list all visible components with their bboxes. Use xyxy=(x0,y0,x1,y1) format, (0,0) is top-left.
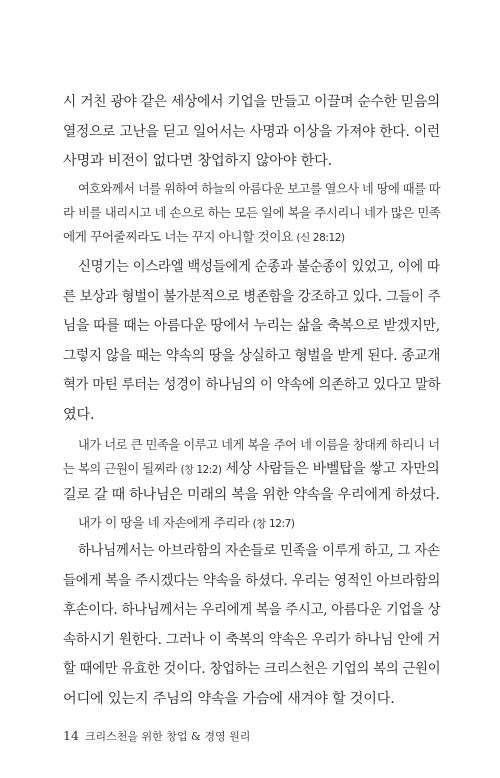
body-line: 열정으로 고난을 딛고 일어서는 사명과 이상을 가져야 한다. 이런 xyxy=(63,124,440,140)
body-line: 님을 따를 때는 아름다운 땅에서 누리는 삶을 축복으로 받겠지만, xyxy=(63,318,440,334)
body-line: 그렇지 않을 때는 약속의 땅을 상실하고 형벌을 받게 된다. 종교개 xyxy=(63,348,441,364)
body-line: 할 때에만 유효한 것이다. 창업하는 크리스천은 기업의 복의 근원이 xyxy=(63,661,441,677)
scripture-quote-line: 여호와께서 너를 위하여 하늘의 아름다운 보고를 열으사 네 땅에 때를 따 xyxy=(78,181,441,196)
body-line: 들에게 복을 주시겠다는 약속을 하셨다. 우리는 영적인 아브라함의 xyxy=(63,573,441,589)
scripture-quote-line: 라 비를 내리시고 네 손으로 하는 모든 일에 복을 주시리니 네가 많은 민족 xyxy=(63,205,441,220)
scripture-quote-text: 내가 이 땅을 네 자손에게 주리라 xyxy=(78,515,249,530)
scripture-reference: (창 12:7) xyxy=(252,518,295,530)
body-line: 속하시기 원한다. 그러나 이 축복의 약속은 우리가 하나님 안에 거 xyxy=(63,632,441,648)
body-line: 시 거친 광야 같은 세상에서 기업을 만들고 이끌며 순수한 믿음의 xyxy=(63,94,440,110)
body-line: 른 보상과 형벌이 불가분적으로 병존함을 강조하고 있다. 그들이 주 xyxy=(63,289,441,305)
page-number: 14 xyxy=(63,728,79,743)
running-title: 크리스천을 위한 창업 & 경영 원리 xyxy=(84,730,251,743)
body-line: 사명과 비전이 없다면 창업하지 않아야 한다. xyxy=(63,153,332,169)
body-line: 하나님께서는 아브라함의 자손들로 민족을 이루게 하고, 그 자손 xyxy=(78,543,440,559)
body-line: 였다. xyxy=(63,407,95,423)
scripture-quote-line xyxy=(63,226,345,245)
body-line: 혁가 마틴 루터는 성경이 하나님의 이 약속에 의존하고 있다고 말하 xyxy=(63,377,441,393)
scripture-quote-line: 내가 너로 큰 민족을 이루고 네게 복을 주어 네 이름을 창대케 하리니 너 xyxy=(78,437,440,452)
body-text: 세상 사람들은 바벨탑을 쌓고 자만의 xyxy=(225,461,440,477)
body-line: 길로 갈 때 하나님은 미래의 복을 위한 약속을 우리에게 하셨다. xyxy=(63,487,440,503)
mixed-line xyxy=(63,458,440,478)
body-line: 어디에 있는지 주님의 약속을 가슴에 새겨야 할 것이다. xyxy=(63,691,395,707)
page-footer xyxy=(63,728,250,744)
scripture-reference: (신 28:12) xyxy=(296,232,345,244)
scripture-quote-text: 에게 꾸어줄찌라도 너는 꾸지 아니할 것이요 xyxy=(63,229,293,244)
body-line: 신명기는 이스라엘 백성들에게 순종과 불순종이 있었고, 이에 따 xyxy=(78,259,440,275)
body-line: 후손이다. 하나님께서는 우리에게 복을 주시고, 아름다운 기업을 상 xyxy=(63,602,441,618)
scripture-reference: (창 12:2) xyxy=(180,464,222,476)
scripture-quote-line xyxy=(78,512,295,531)
scripture-quote-text: 는 복의 근원이 될찌라 xyxy=(63,461,177,476)
